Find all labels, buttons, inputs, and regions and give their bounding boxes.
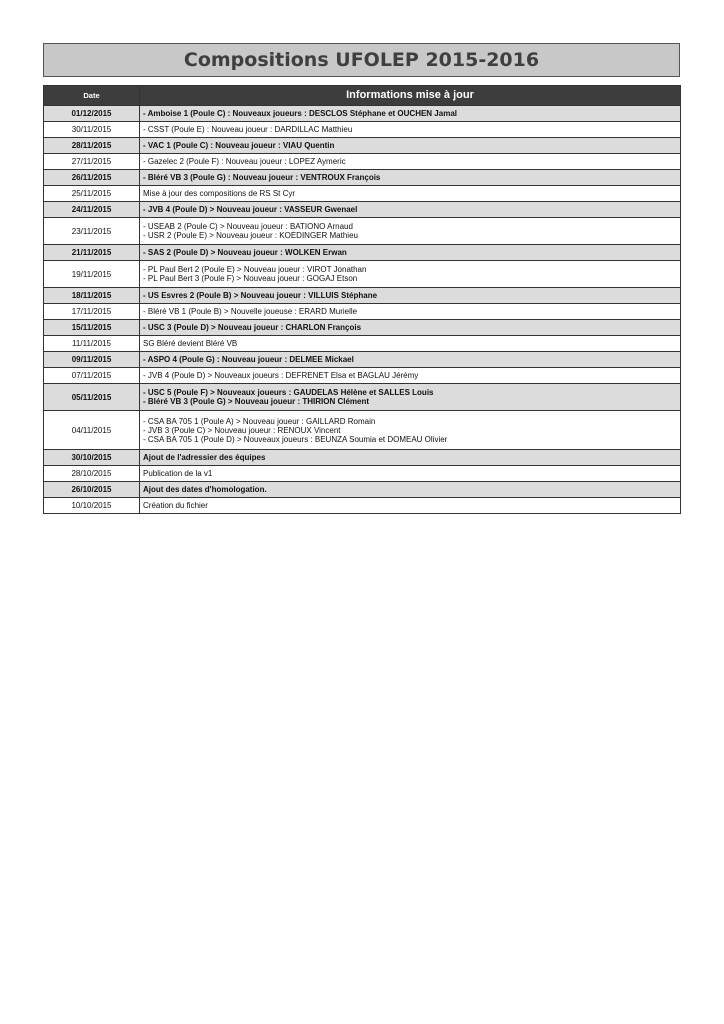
table-row [44,320,681,336]
row-info: - CSA BA 705 1 (Poule A) > Nouveau joueur : GAILLARD Romain - JVB 3 (Poule C) > Nouveau joueur : RENOUX Vincent - CSA BA 705 1 (Poule D) > Nouveaux joueurs : BEUNZA Soumia et DOMEAU Olivier [140,411,681,450]
table-row [44,170,681,186]
table-row [44,336,681,352]
table-row [44,466,681,482]
row-date: 24/11/2015 [44,202,140,218]
table-row [44,498,681,514]
table-row [44,245,681,261]
row-date: 19/11/2015 [44,261,140,288]
table-row [44,411,681,450]
row-info: - USEAB 2 (Poule C) > Nouveau joueur : BATIONO Arnaud - USR 2 (Poule E) > Nouveau joueur : KOEDINGER Mathieu [140,218,681,245]
row-date: 07/11/2015 [44,368,140,384]
table-body [44,106,681,514]
row-date: 26/11/2015 [44,170,140,186]
row-date: 28/10/2015 [44,466,140,482]
row-info: Création du fichier [140,498,681,514]
row-date: 23/11/2015 [44,218,140,245]
row-info: - USC 5 (Poule F) > Nouveaux joueurs : GAUDELAS Hélène et SALLES Louis - Bléré VB 3 (Poule G) > Nouveau joueur : THIRION Clément [140,384,681,411]
row-info: - Amboise 1 (Poule C) : Nouveaux joueurs : DESCLOS Stéphane et OUCHEN Jamal [140,106,681,122]
column-header-info: Informations mise à jour [140,86,681,106]
row-info: - JVB 4 (Poule D) > Nouveau joueur : VASSEUR Gwenael [140,202,681,218]
row-date: 25/11/2015 [44,186,140,202]
table-row [44,154,681,170]
row-info: - VAC 1 (Poule C) : Nouveau joueur : VIAU Quentin [140,138,681,154]
row-date: 30/11/2015 [44,122,140,138]
table-row [44,106,681,122]
row-date: 10/10/2015 [44,498,140,514]
table-row [44,482,681,498]
row-info: - SAS 2 (Poule D) > Nouveau joueur : WOLKEN Erwan [140,245,681,261]
row-date: 09/11/2015 [44,352,140,368]
table-row [44,261,681,288]
table-row [44,304,681,320]
table-row [44,138,681,154]
table-row [44,368,681,384]
row-info: - US Esvres 2 (Poule B) > Nouveau joueur : VILLUIS Stéphane [140,288,681,304]
table-row [44,288,681,304]
table-row [44,218,681,245]
row-info: Ajout de l'adressier des équipes [140,450,681,466]
column-header-date: Date [44,86,140,106]
row-info: - CSST (Poule E) : Nouveau joueur : DARDILLAC Matthieu [140,122,681,138]
row-date: 01/12/2015 [44,106,140,122]
row-info: Mise à jour des compositions de RS St Cyr [140,186,681,202]
row-date: 28/11/2015 [44,138,140,154]
updates-table [43,85,681,514]
row-info: - Bléré VB 1 (Poule B) > Nouvelle joueuse : ERARD Murielle [140,304,681,320]
page-title-box [43,43,680,77]
row-info: - JVB 4 (Poule D) > Nouveaux joueurs : DEFRENET Elsa et BAGLAU Jérémy [140,368,681,384]
table-row [44,186,681,202]
row-date: 11/11/2015 [44,336,140,352]
row-info: - Gazelec 2 (Poule F) : Nouveau joueur : LOPEZ Aymeric [140,154,681,170]
row-date: 17/11/2015 [44,304,140,320]
row-info: Publication de la v1 [140,466,681,482]
row-info: - ASPO 4 (Poule G) : Nouveau joueur : DELMEE Mickael [140,352,681,368]
row-date: 30/10/2015 [44,450,140,466]
row-date: 04/11/2015 [44,411,140,450]
page-title: Compositions UFOLEP 2015-2016 [183,49,540,71]
row-info: - PL Paul Bert 2 (Poule E) > Nouveau joueur : VIROT Jonathan - PL Paul Bert 3 (Poule F) > Nouveau joueur : GOGAJ Etson [140,261,681,288]
row-info: - USC 3 (Poule D) > Nouveau joueur : CHARLON François [140,320,681,336]
row-date: 18/11/2015 [44,288,140,304]
row-info: - Bléré VB 3 (Poule G) : Nouveau joueur : VENTROUX François [140,170,681,186]
row-date: 26/10/2015 [44,482,140,498]
row-date: 21/11/2015 [44,245,140,261]
row-date: 15/11/2015 [44,320,140,336]
table-row [44,450,681,466]
row-info: SG Bléré devient Bléré VB [140,336,681,352]
row-info: Ajout des dates d'homologation. [140,482,681,498]
row-date: 05/11/2015 [44,384,140,411]
table-row [44,202,681,218]
table-header-row [44,86,681,106]
table-row [44,384,681,411]
row-date: 27/11/2015 [44,154,140,170]
table-row [44,122,681,138]
table-row [44,352,681,368]
